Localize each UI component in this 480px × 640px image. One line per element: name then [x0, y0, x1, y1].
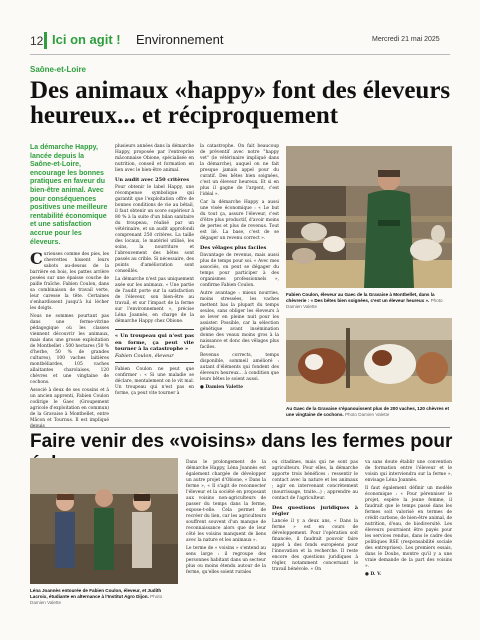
page-number: 12 [30, 34, 44, 48]
author-name: D. V. [370, 572, 382, 577]
paragraph: Car la démarche Happy a aussi une visée économique : « Le but du tout ça, assure l'éleveur, c'est d'être plus productif, d'avoir moins de pertes et plus de revenus. Tout est lié. La base, c'est de se dégager un revenu correct ». [200, 200, 279, 241]
article-separator [30, 427, 450, 428]
article-column-2 [272, 460, 358, 630]
paragraph: Davantage de revenus, mais aussi plus de temps pour soi. « Avec mes associés, on peut se dégager du temps pour participer à des organismes professionnels », confirme Fabien Coulon. [200, 253, 279, 288]
paragraph: La démarche n'est pas uniquement axée sur les animaux. « Une partie de l'audit porte sur la satisfaction de l'éleveur, son bien-être au travail, et sur l'impact de la ferme sur l'environnement », précise Léna Joannès, en charge de la démarche Happy chez Obione. [115, 277, 194, 324]
paragraph: ou citadines, mais qui ne sont pas agriculteurs. Pour elles, la démarche apporte trois bénéfices : ressentir le contact avec la nature et les animaux ; agir en intervenant concrètement (nourrissage, traite...) ; apprendre au contact de l'agriculteur. [272, 460, 358, 501]
pull-quote [115, 329, 194, 363]
subheading: Un audit avec 250 critères [115, 177, 190, 183]
article-kicker: Saône-et-Loire [30, 65, 87, 74]
paragraph: la catastrophe. On fait beaucoup de préventif avec notre "happy vet" (le vétérinaire impliqué dans la démarche), auquel on ne fait presque jamais appel pour du curatif. Des bêtes bien soignées, c'est un éleveur heureux. Et si en plus il gagne de l'argent, c'est l'idéal ». [200, 144, 279, 197]
author-signature: ● Damien Valette [200, 385, 244, 390]
paragraph: Pour obtenir le label Happy, une récompense symbolique qui garantit que l'exploitation offre de bonnes conditions de vie au bétail, il faut obtenir un score supérieur à 80 % à la suite d'un bilan sanitaire du troupeau, réalisé par un vétérinaire, et un audit approfondi comprenant 250 critères. La taille des locaux, le matériel utilisé, les soins, la nourriture et l'abreuvement des bêtes sont passés au crible. Si nécessaire, des points d'amélioration sont conseillés. [115, 185, 194, 274]
photo-farmer-goats [286, 146, 452, 288]
article-lead: La démarche Happy, lancée depuis la Saône-et-Loire, encourage les bonnes pratiques en faveur du bien-être animal. Avec pour conséquences positives une meilleure rentabilité économique et une satisfaction accrue pour les éleveurs. [30, 144, 108, 246]
header-divider [44, 32, 47, 49]
paragraph: urieuses comme des pies, les chevrettes hissent leurs sabots au-dessus de la barrière en bois, les pattes arrière posées sur une épaisse couche de paille fraîche. Fabien Coulon, dans sa combinaison de travail verte, leur caresse la tête. Certaines s'enhardissent jusqu'à lui lécher les doigts. [30, 252, 109, 311]
photo-caption [286, 406, 452, 418]
article-column-1 [186, 460, 266, 630]
rubric-title: Ici on agit ! [52, 32, 121, 47]
article-headline: Faire venir des «voisins» dans les fermes pour [30, 431, 453, 452]
photo-credit: Photo Damien Valette [30, 594, 163, 605]
pull-quote-text: « Un troupeau qui n'est pas en forme, ça peut vite tourner à la catastrophe » [115, 333, 194, 352]
article-headline: Des animaux «happy» font des éleveurs heureux... et réciproquement [30, 77, 451, 129]
paragraph: Dans le prolongement de la démarche Happy, Léna Joannès est également chargée de développer un autre projet d'Obione, « Dans la ferme », « Il s'agit de reconnecter l'éleveur et la société en proposant aux voisins non-agriculteurs de passer du temps dans la ferme, expose-t-elle. Cela permet de recréer du lien, car les agriculteurs souffrent souvent d'un manque de reconnaissance alors que de leur côté les voisins manquent de liens avec la nature et les animaux ». [186, 460, 266, 543]
paragraph: Nous ne sommes pourtant pas dans une ferme-vitrine pédagogique où les classes viennent découvrir les animaux, mais dans une grosse exploitation de Montbellet : 500 hectares (50 % d'herbe, 50 % de grandes cultures), 100 vaches laitières montbéliardes, 105 vaches allaitantes charolaises, 120 chèvres et une vingtaine de cochons. [30, 314, 109, 385]
paragraph: Lancée il y a deux ans, « Dans la ferme » est en cours de développement. Pour l'opération soit financée, il faudrait pouvoir faire appel à des fonds européens pour l'innovation et la recherche. Il reste encore des questions juridiques à régler, notamment concernant le travail bénévole. « On [272, 519, 358, 572]
caption-text: Au Gaec de la Gravaise s'épanouissent plus de 200 vaches, 120 chèvres et une vingtaine de cochons. [286, 406, 449, 417]
pull-quote-author: Fabien Coulon, éleveur [115, 352, 174, 359]
paragraph: Il faut également définir un modèle économique : « Pour pérenniser le projet, espère la jeune femme, il faudrait que le temps passé dans les fermes soit valorisé en termes de crédit carbone, de bien-être animal, de nutrition, d'eau, de biodiversité. Les éleveurs pourraient être payés pour les services rendus, dans le cadre des politiques RSE (responsabilité sociale des entreprises). Les premiers essais, dans le Doubs, montre qu'il y a une vraie demande de la part des voisins ». [365, 486, 452, 569]
page-header [0, 30, 480, 52]
subheading: Des questions juridiques à régler [272, 505, 358, 517]
photo-three-people [30, 458, 178, 584]
issue-date: Mercredi 21 mai 2025 [372, 36, 440, 43]
article-column-1 [30, 249, 109, 423]
header-rule [30, 54, 450, 55]
photo-credit: Photo Damien Valette [286, 298, 443, 309]
section-title: Environnement [136, 32, 224, 47]
author-name: Damien Valette [205, 385, 244, 390]
photo-cows [286, 318, 452, 402]
caption-text: Léna Joannès entourée de Fabien Coulon, éleveur, et Judith Lacroix, étudiante en alternance à l'Institut Agro Dijon. [30, 588, 162, 599]
paragraph: Associé à deux de ses cousins et à un ancien apprenti, Fabien Coulon codirige le Gaec (Groupement agricole d'exploitation en commun) de la Gravaise à Montbellet, entre Mâcon et Tournus. Il est impliqué [30, 388, 109, 423]
article-column-2 [115, 144, 194, 422]
paragraph: Le terme de « voisins » s'entend au sens large : il regroupe des personnes habitant dans un secteur plus ou moins étendu autour de la ferme, qu'elles soient rurales [186, 546, 266, 575]
caption-text: Fabien Coulon, éleveur au Gaec de la Gravaise à Montbellet, dans la chèvrerie : « Des bêtes bien soignées, c'est un éleveur heureux ». [286, 292, 435, 303]
paragraph: Autre avantage : mieux nourries, moins stressées, les vaches mettent bas la plupart du temps seules, sans obliger les éleveurs à se lever en pleine nuit pour les assister. Possible, car la sélection génétique avant insémination donne des veaux moins gros à la naissance et donc des vêlages plus faciles. [200, 291, 279, 350]
paragraph: plusieurs années dans la démarche Happy, proposée par l'entreprise mâconnaise Obione, spécialisée en nutrition, conseil et formation en lien avec le bien-être animal. [115, 144, 194, 173]
paragraph: Revenus corrects, temps disponible, sommeil amélioré : autant d'éléments qui fondent des éleveurs heureux... à condition que leurs bêtes le soient aussi. [200, 353, 279, 382]
drop-cap: C [30, 249, 43, 268]
article-column-3 [365, 460, 452, 630]
paragraph: Fabien Coulon ne peut que confirmer : « Si une maladie se déclare, mentalement on le vit mal. Un troupeau qui n'est pas en forme, ça peut vite tourner à [115, 367, 194, 396]
article-column-3 [200, 144, 279, 422]
paragraph: va sans doute établir une convention de formation entre l'éleveur et le voisin qui interviendra sur la ferme », envisage Léna Joannès. [365, 460, 452, 483]
author-signature: ● D. V. [365, 572, 382, 577]
photo-caption [286, 292, 452, 310]
subheading: Des vêlages plus faciles [200, 245, 267, 251]
photo-credit: Photo Damien Valette [344, 412, 390, 417]
photo-caption [30, 588, 178, 606]
